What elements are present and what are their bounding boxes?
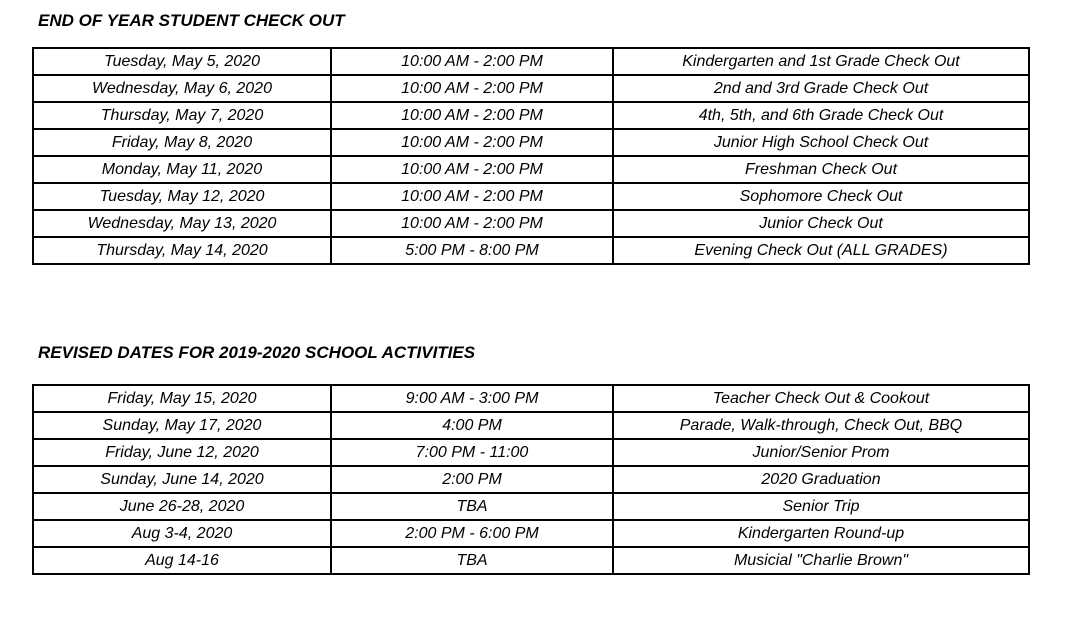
time-cell: 10:00 AM - 2:00 PM <box>331 75 613 102</box>
time-cell: 10:00 AM - 2:00 PM <box>331 129 613 156</box>
table-row <box>33 75 1029 102</box>
table-row <box>33 156 1029 183</box>
event-cell: Senior Trip <box>613 493 1029 520</box>
time-cell: 9:00 AM - 3:00 PM <box>331 385 613 412</box>
date-cell: Wednesday, May 13, 2020 <box>33 210 331 237</box>
event-cell: Junior Check Out <box>613 210 1029 237</box>
table-row <box>33 237 1029 264</box>
date-cell: Thursday, May 7, 2020 <box>33 102 331 129</box>
event-cell: Kindergarten Round-up <box>613 520 1029 547</box>
checkout-section-title: END OF YEAR STUDENT CHECK OUT <box>38 11 345 30</box>
table-row <box>33 547 1029 574</box>
checkout-schedule-table <box>32 47 1030 265</box>
table-row <box>33 129 1029 156</box>
date-cell: Friday, May 15, 2020 <box>33 385 331 412</box>
time-cell: 4:00 PM <box>331 412 613 439</box>
time-cell: 10:00 AM - 2:00 PM <box>331 156 613 183</box>
date-cell: Tuesday, May 12, 2020 <box>33 183 331 210</box>
event-cell: Kindergarten and 1st Grade Check Out <box>613 48 1029 75</box>
date-cell: Thursday, May 14, 2020 <box>33 237 331 264</box>
time-cell: 2:00 PM - 6:00 PM <box>331 520 613 547</box>
table-row <box>33 385 1029 412</box>
table-row <box>33 520 1029 547</box>
table-row <box>33 412 1029 439</box>
event-cell: Junior/Senior Prom <box>613 439 1029 466</box>
event-cell: Teacher Check Out & Cookout <box>613 385 1029 412</box>
time-cell: 10:00 AM - 2:00 PM <box>331 210 613 237</box>
event-cell: Junior High School Check Out <box>613 129 1029 156</box>
date-cell: Aug 14-16 <box>33 547 331 574</box>
date-cell: Monday, May 11, 2020 <box>33 156 331 183</box>
event-cell: Sophomore Check Out <box>613 183 1029 210</box>
table-row <box>33 102 1029 129</box>
time-cell: 7:00 PM - 11:00 <box>331 439 613 466</box>
table-row <box>33 466 1029 493</box>
event-cell: 2nd and 3rd Grade Check Out <box>613 75 1029 102</box>
time-cell: 10:00 AM - 2:00 PM <box>331 102 613 129</box>
table-row <box>33 210 1029 237</box>
event-cell: 4th, 5th, and 6th Grade Check Out <box>613 102 1029 129</box>
time-cell: 10:00 AM - 2:00 PM <box>331 48 613 75</box>
event-cell: Parade, Walk-through, Check Out, BBQ <box>613 412 1029 439</box>
table-row <box>33 439 1029 466</box>
date-cell: June 26-28, 2020 <box>33 493 331 520</box>
time-cell: TBA <box>331 547 613 574</box>
event-cell: Evening Check Out (ALL GRADES) <box>613 237 1029 264</box>
date-cell: Friday, May 8, 2020 <box>33 129 331 156</box>
event-cell: Freshman Check Out <box>613 156 1029 183</box>
activities-schedule-table <box>32 384 1030 575</box>
date-cell: Tuesday, May 5, 2020 <box>33 48 331 75</box>
date-cell: Friday, June 12, 2020 <box>33 439 331 466</box>
time-cell: 10:00 AM - 2:00 PM <box>331 183 613 210</box>
table-row <box>33 183 1029 210</box>
date-cell: Sunday, June 14, 2020 <box>33 466 331 493</box>
event-cell: Musicial "Charlie Brown" <box>613 547 1029 574</box>
time-cell: 5:00 PM - 8:00 PM <box>331 237 613 264</box>
table-row <box>33 48 1029 75</box>
time-cell: TBA <box>331 493 613 520</box>
date-cell: Aug 3-4, 2020 <box>33 520 331 547</box>
time-cell: 2:00 PM <box>331 466 613 493</box>
date-cell: Wednesday, May 6, 2020 <box>33 75 331 102</box>
activities-section-title: REVISED DATES FOR 2019-2020 SCHOOL ACTIVITIES <box>38 343 476 362</box>
table-row <box>33 493 1029 520</box>
event-cell: 2020 Graduation <box>613 466 1029 493</box>
date-cell: Sunday, May 17, 2020 <box>33 412 331 439</box>
